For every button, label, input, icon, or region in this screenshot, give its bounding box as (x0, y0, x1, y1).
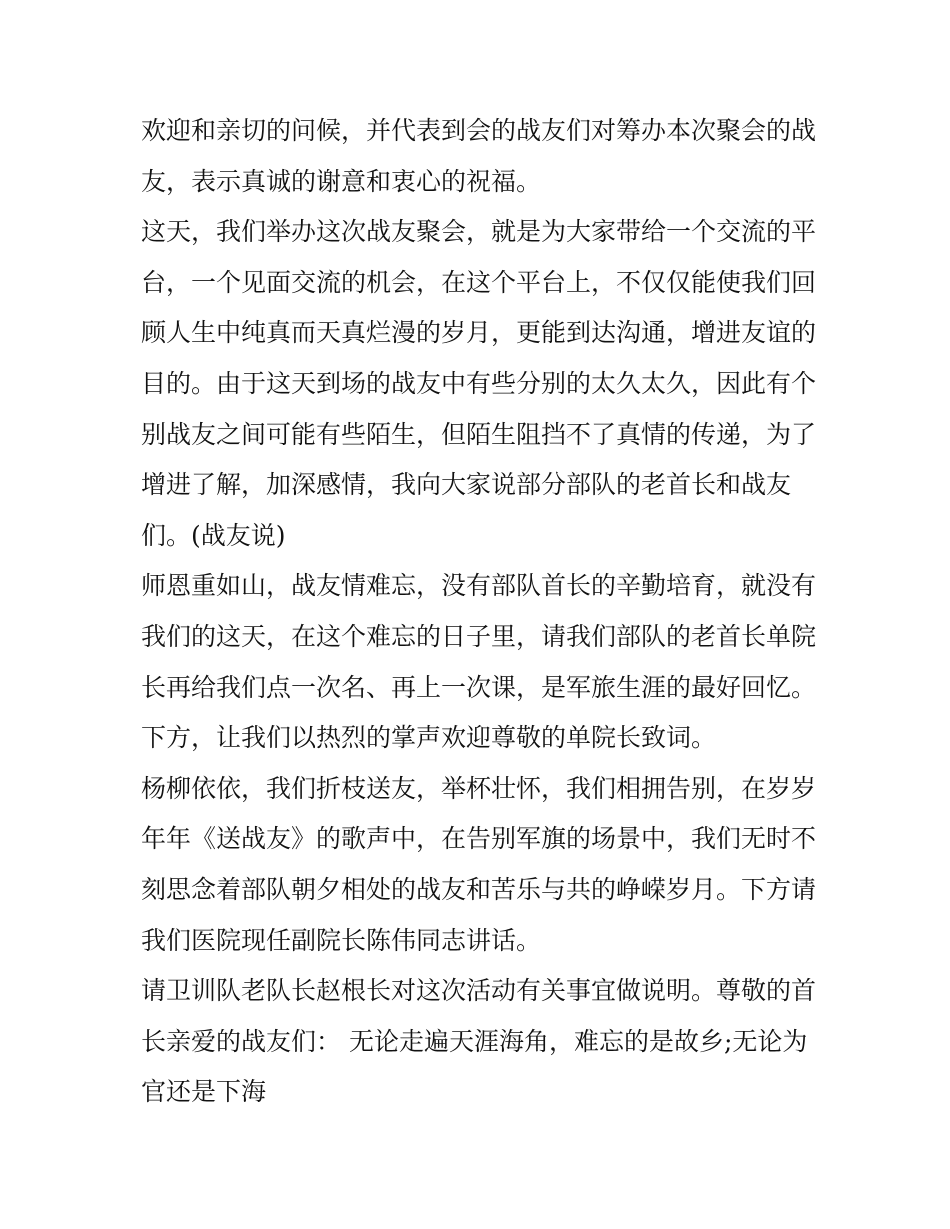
document-body (141, 106, 821, 1118)
text-line: 们。(战友说) (141, 520, 286, 550)
text-line: 顾人生中纯真而天真烂漫的岁月，更能到达沟通，增进友谊的 (141, 318, 817, 348)
text-line: 我们医院现任副院长陈伟同志讲话。 (141, 925, 542, 955)
text-line: 增进了解，加深感情，我向大家说部分部队的老首长和战友 (141, 470, 792, 500)
text-line: 别战友之间可能有些陌生，但陌生阻挡不了真情的传递，为了 (141, 419, 817, 449)
text-line: 请卫训队老队长赵根长对这次活动有关事宜做说明。尊敬的首 (141, 976, 817, 1006)
text-line: 师恩重如山，战友情难忘，没有部队首长的辛勤培育，就没有 (141, 571, 817, 601)
text-line: 年年《送战友》的歌声中，在告别军旗的场景中，我们无时不 (141, 824, 817, 854)
text-line: 友，表示真诚的谢意和衷心的祝福。 (141, 166, 542, 196)
text-line: 下方，让我们以热烈的掌声欢迎尊敬的单院长致词。 (141, 723, 717, 753)
text-line: 欢迎和亲切的问候，并代表到会的战友们对筹办本次聚会的战 (141, 116, 817, 145)
text-line: 我们的这天，在这个难忘的日子里，请我们部队的老首长单院 (141, 621, 817, 651)
text-line: 杨柳依依，我们折枝送友，举杯壮怀，我们相拥告别，在岁岁 (141, 773, 817, 803)
text-line: 长再给我们点一次名、再上一次课，是军旅生涯的最好回忆。 (141, 672, 817, 702)
text-line: 刻思念着部队朝夕相处的战友和苦乐与共的峥嵘岁月。下方请 (141, 874, 817, 904)
text-line: 官还是下海 (141, 1077, 267, 1107)
text-line: 长亲爱的战友们： 无论走遍天涯海角，难忘的是故乡;无论为 (141, 1026, 808, 1056)
text-line: 目的。由于这天到场的战友中有些分别的太久太久，因此有个 (141, 368, 817, 398)
text-line: 台，一个见面交流的机会，在这个平台上，不仅仅能使我们回 (141, 267, 817, 297)
text-line: 这天，我们举办这次战友聚会，就是为大家带给一个交流的平 (141, 217, 817, 247)
